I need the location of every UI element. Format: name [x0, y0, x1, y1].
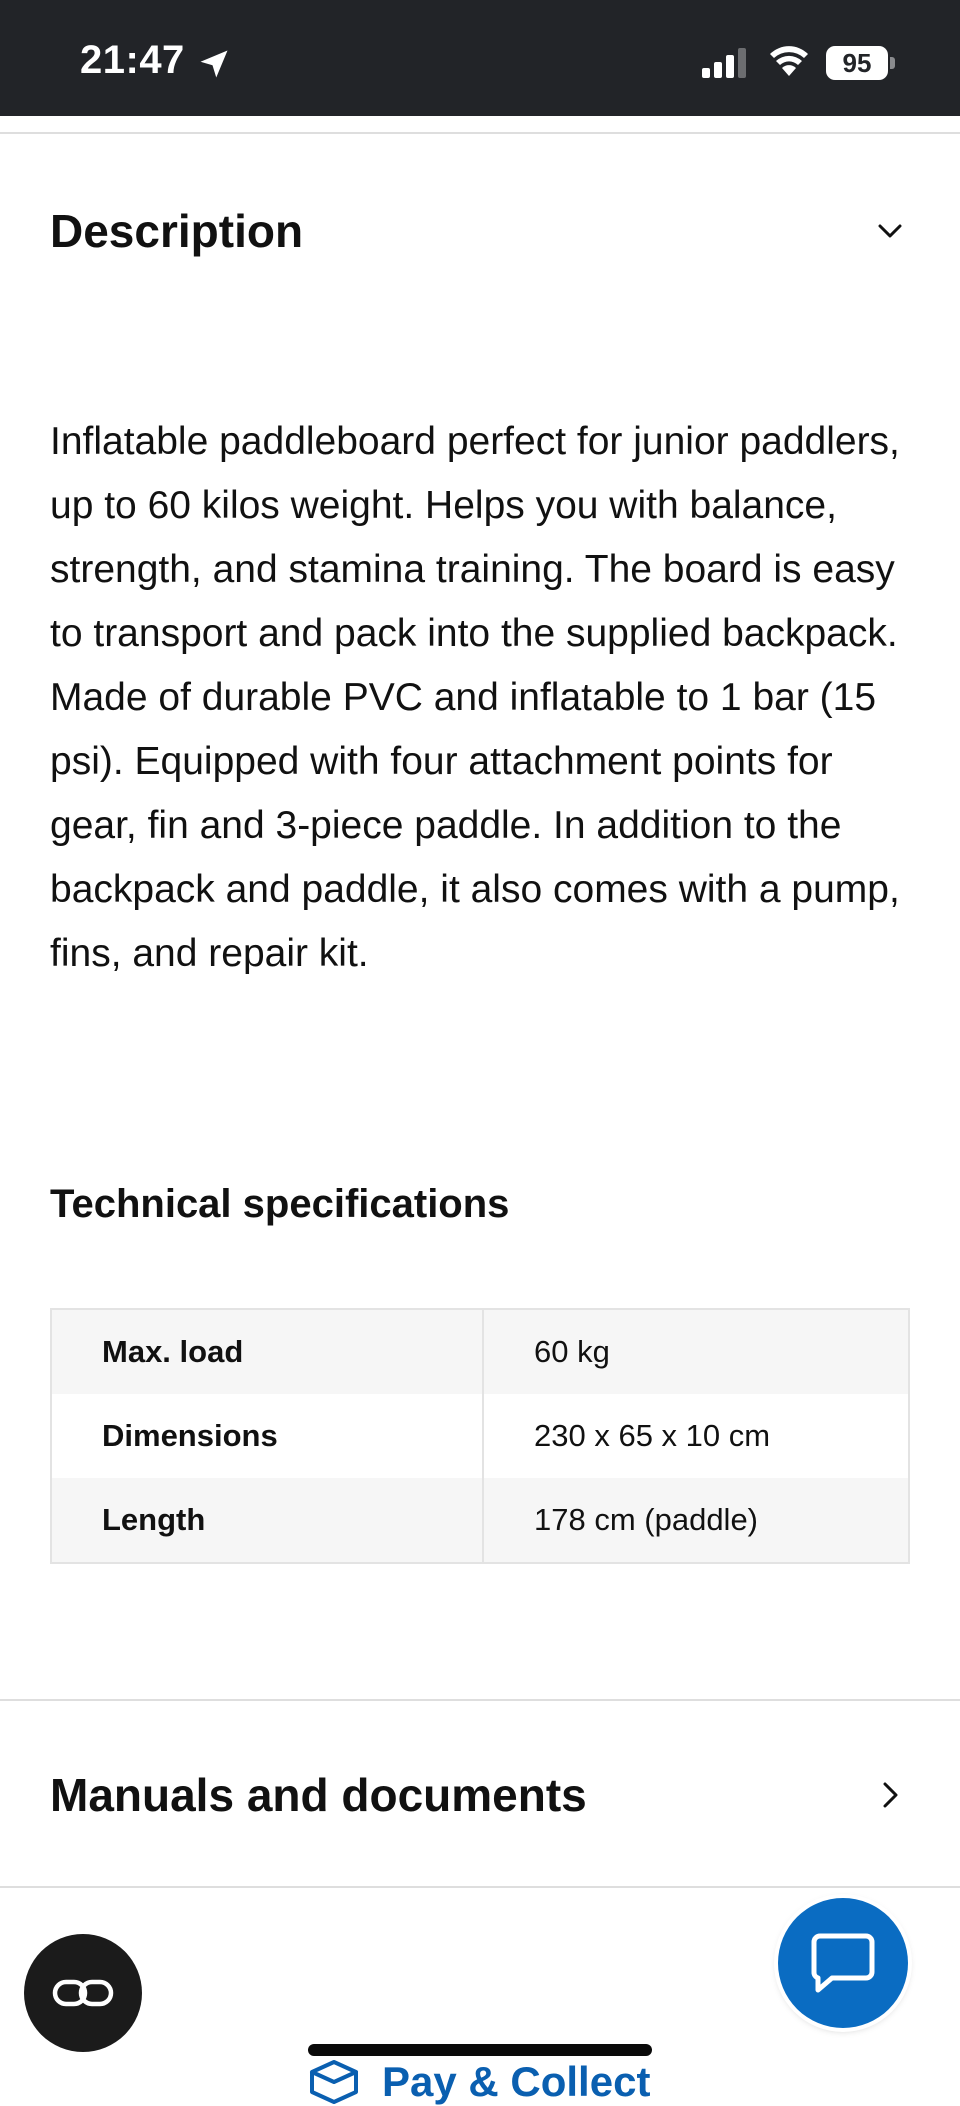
table-row: [51, 1478, 909, 1563]
description-title: Description: [50, 205, 304, 257]
divider: [0, 1699, 960, 1701]
box-icon: [306, 2058, 362, 2098]
link-button[interactable]: [24, 1934, 142, 2052]
spec-value: 60 kg: [534, 1334, 610, 1369]
status-time: 21:47: [80, 38, 185, 82]
spec-value: 178 cm (paddle): [534, 1502, 759, 1537]
location-arrow-icon: [196, 46, 232, 82]
manuals-title: Manuals and documents: [50, 1769, 587, 1821]
link-icon: [51, 1976, 115, 2010]
chevron-down-icon[interactable]: [870, 211, 910, 251]
manuals-link[interactable]: [50, 1760, 910, 1830]
table-row: [51, 1394, 909, 1478]
chat-button[interactable]: [778, 1898, 908, 2028]
description-body: Inflatable paddleboard perfect for junior paddlers, up to 60 kilos weight. Helps you with balance, strength, and stamina training. The board is easy to transport and pack into the supplied backpack. Made of durable PVC and inflatable to 1 bar (15 psi). Equipped with four attachment points for gear, fin and 3-piece paddle. In addition to the backpack and paddle, it also comes with a pump, fins, and repair kit.: [50, 420, 900, 975]
chat-bubble-icon: [808, 1930, 878, 1996]
chevron-right-icon[interactable]: [870, 1775, 910, 1815]
spec-value: 230 x 65 x 10 cm: [534, 1418, 771, 1453]
table-row: [51, 1309, 909, 1394]
wifi-icon: [768, 44, 810, 78]
status-bar: [0, 0, 960, 116]
divider: [0, 1886, 960, 1888]
home-indicator[interactable]: [308, 2044, 652, 2056]
pay-collect-banner[interactable]: [300, 2054, 700, 2105]
battery-icon: [826, 46, 896, 80]
divider: [0, 132, 960, 134]
spec-label: Length: [51, 1478, 483, 1563]
battery-level: 95: [826, 46, 888, 80]
description-accordion-header[interactable]: [50, 196, 910, 266]
spec-label: Max. load: [51, 1309, 483, 1394]
spec-label: Dimensions: [51, 1394, 483, 1478]
battery-tip: [890, 57, 895, 69]
pay-collect-label: Pay & Collect: [382, 2058, 651, 2105]
specs-title: Technical specifications: [50, 1182, 510, 1226]
signal-icon: [700, 48, 750, 78]
specs-table: [50, 1308, 910, 1564]
